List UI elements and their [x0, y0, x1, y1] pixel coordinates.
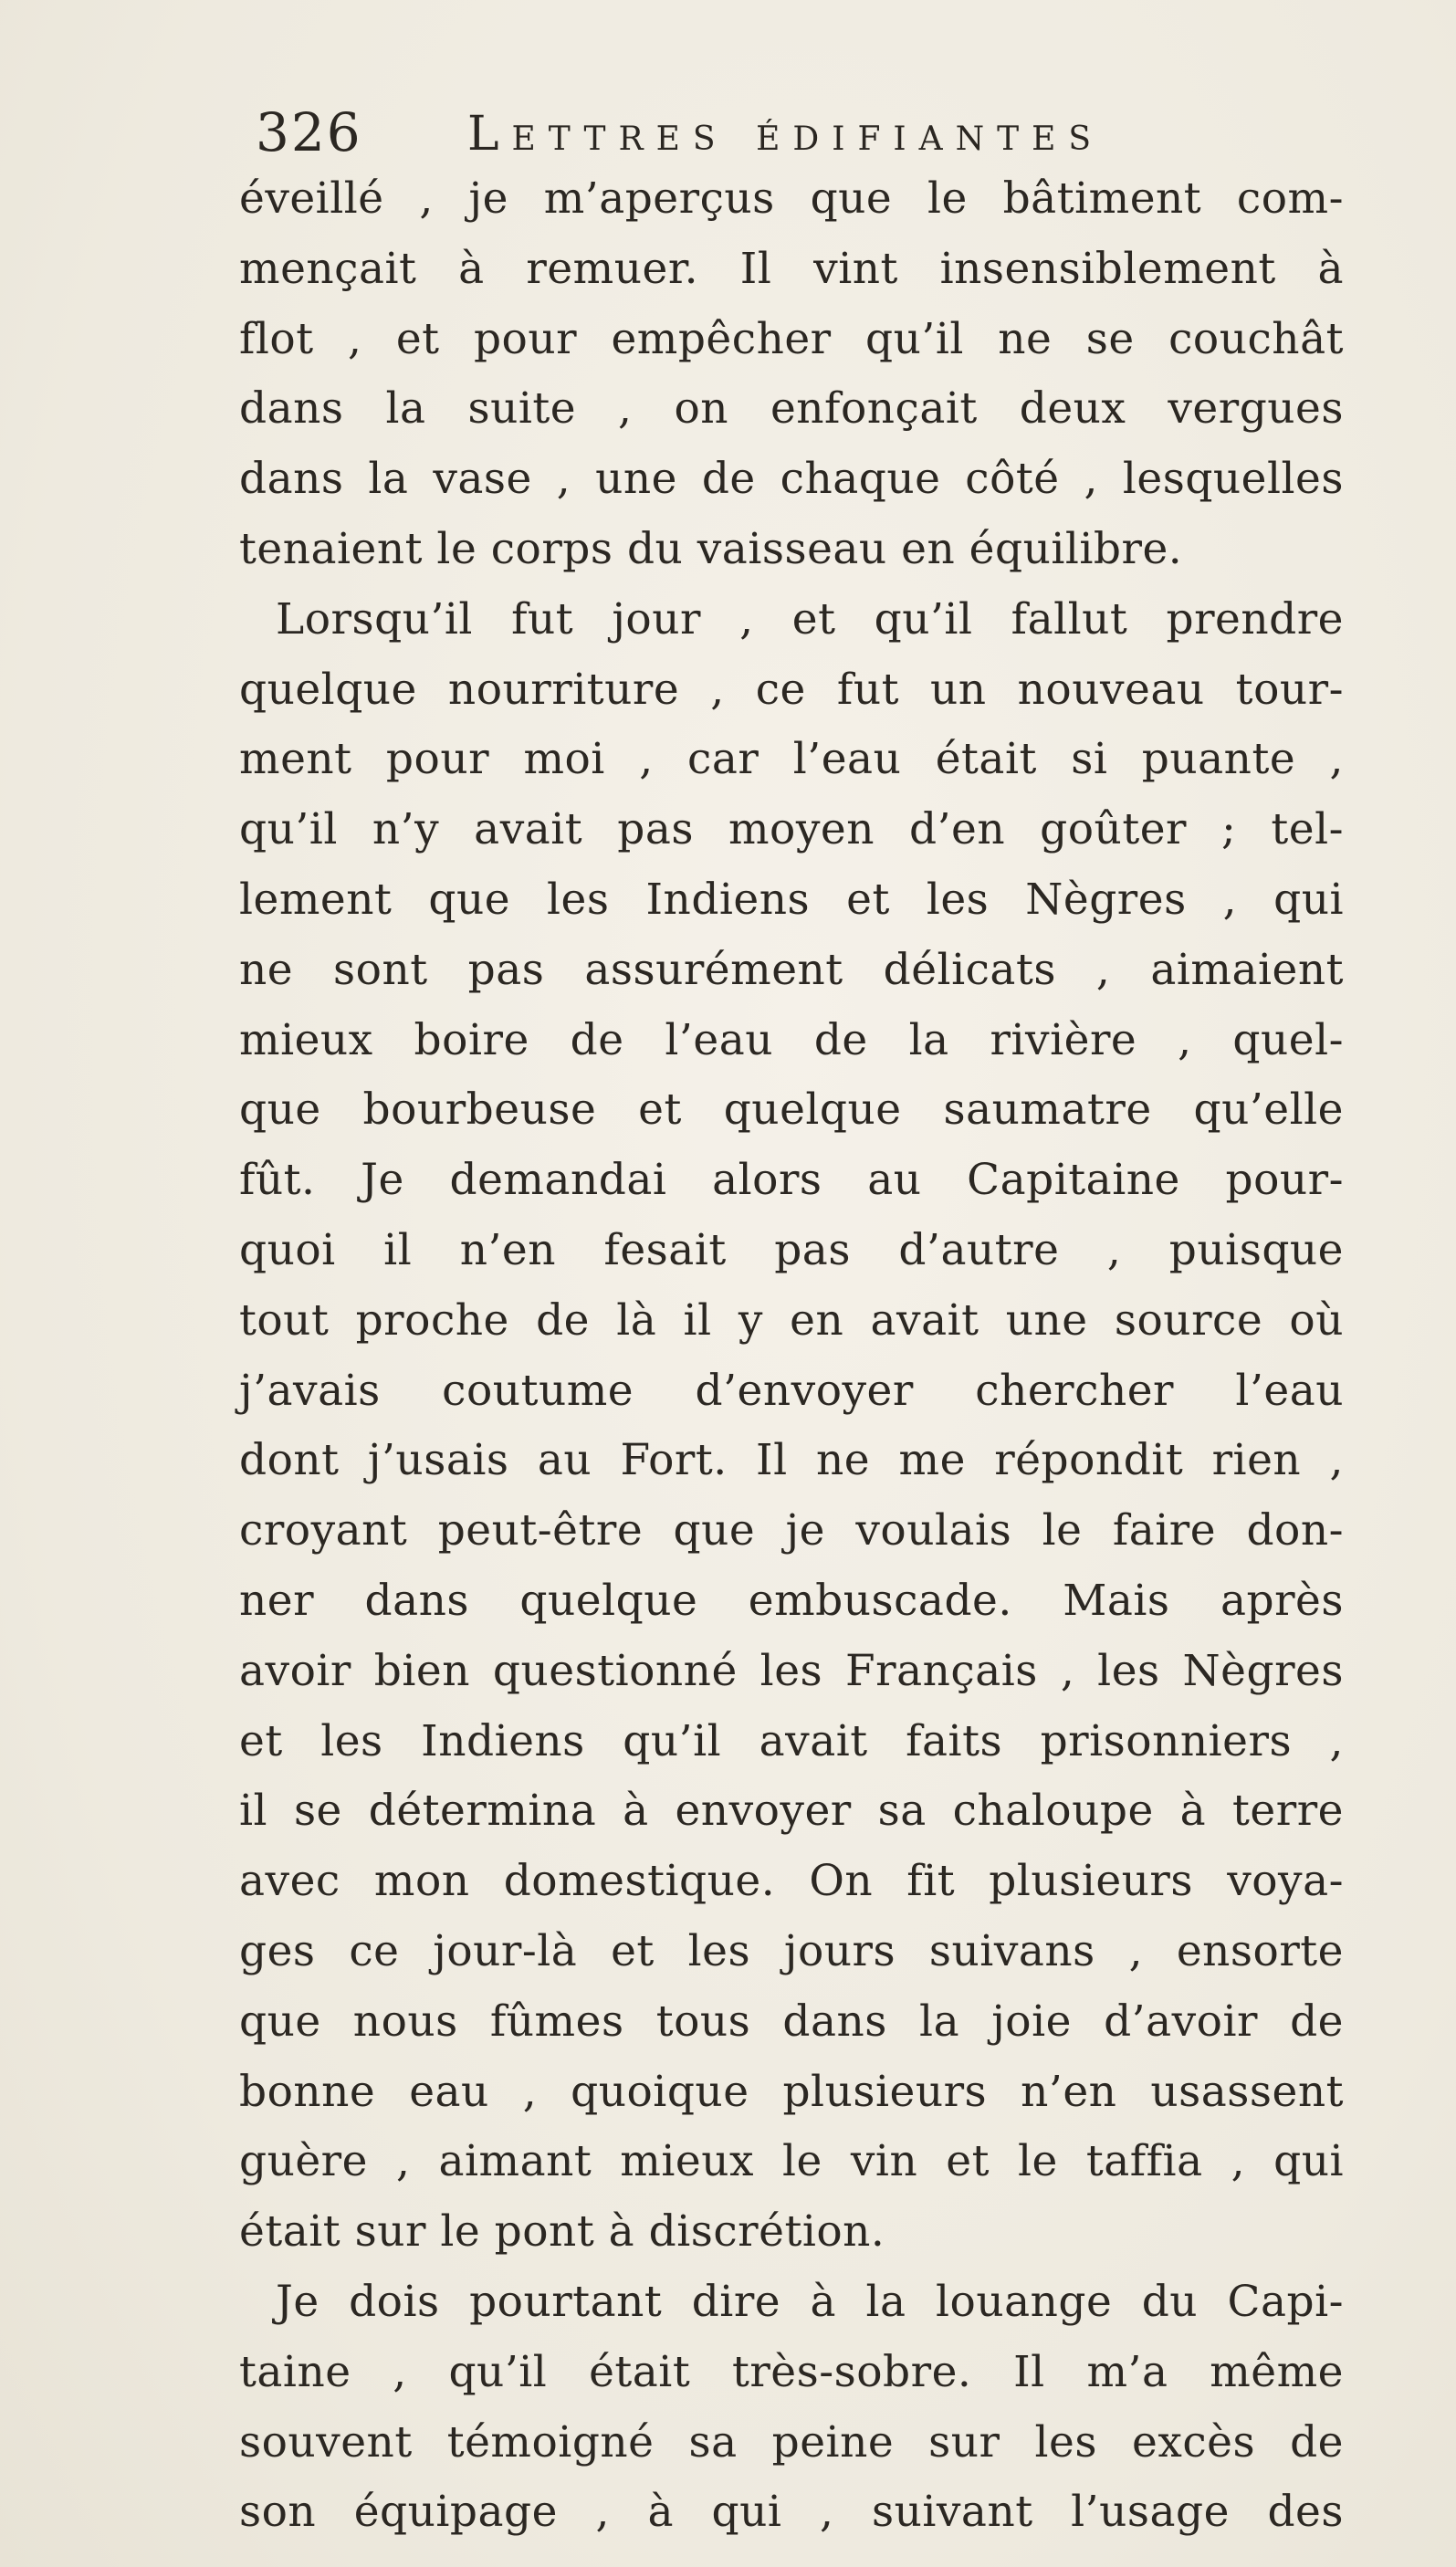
text-line: éveillé , je m’aperçus que le bâtiment com- — [239, 173, 1344, 224]
text-line: bonne eau , quoique plusieurs n’en usassent — [239, 2066, 1344, 2117]
text-line: ner dans quelque embuscade. Mais après — [239, 1575, 1344, 1626]
text-line: Je dois pourtant dire à la louange du Capi- — [276, 2276, 1344, 2327]
text-line: dans la suite , on enfonçait deux vergues — [239, 383, 1344, 435]
text-line: avoir bien questionné les Français , les Nègres — [239, 1645, 1344, 1696]
text-line: dans la vase , une de chaque côté , lesquelles — [239, 454, 1344, 505]
text-line: et les Indiens qu’il avait faits prisonniers , — [239, 1715, 1344, 1766]
text-line: avec mon domestique. On fit plusieurs voya- — [239, 1856, 1344, 1907]
text-line: que nous fûmes tous dans la joie d’avoir de — [239, 1996, 1344, 2047]
text-line: guère , aimant mieux le vin et le taffia , qui — [239, 2136, 1344, 2187]
text-line: tenaient le corps du vaisseau en équilibre. — [239, 523, 1183, 574]
text-line: ment pour moi , car l’eau était si puante , — [239, 734, 1344, 785]
text-line: dont j’usais au Fort. Il ne me répondit rien , — [239, 1435, 1344, 1486]
text-line: quoi il n’en fesait pas d’autre , puisque — [239, 1224, 1344, 1275]
text-line: taine , qu’il était très-sobre. Il m’a même — [239, 2346, 1344, 2397]
text-line: mençait à remuer. Il vint insensiblement à — [239, 243, 1344, 294]
text-line: ne sont pas assurément délicats , aimaient — [239, 944, 1344, 995]
text-line: son équipage , à qui , suivant l’usage des — [239, 2487, 1344, 2538]
text-line: était sur le pont à discrétion. — [239, 2206, 885, 2258]
body-text — [239, 164, 1344, 2548]
text-line: fût. Je demandai alors au Capitaine pour- — [239, 1155, 1344, 1206]
text-line: qu’il n’y avait pas moyen d’en goûter ; tel- — [239, 804, 1344, 855]
text-line: souvent témoigné sa peine sur les excès de — [239, 2416, 1344, 2467]
text-line: tout proche de là il y en avait une source où — [239, 1294, 1344, 1346]
text-line: j’avais coutume d’envoyer chercher l’eau — [239, 1365, 1344, 1416]
running-head — [256, 100, 1223, 164]
page-number: 326 — [256, 101, 362, 163]
text-line: Lorsqu’il fut jour , et qu’il fallut prendre — [276, 593, 1344, 644]
text-line: croyant peut-être que je voulais le faire don- — [239, 1505, 1344, 1556]
text-line: ges ce jour-là et les jours suivans , ensorte — [239, 1925, 1344, 1976]
text-line: lement que les Indiens et les Nègres , qui — [239, 874, 1344, 925]
text-line: quelque nourriture , ce fut un nouveau tour- — [239, 664, 1344, 715]
text-line: il se détermina à envoyer sa chaloupe à terre — [239, 1786, 1344, 1837]
text-line: flot , et pour empêcher qu’il ne se couchât — [239, 313, 1344, 364]
text-line: mieux boire de l’eau de la rivière , quel- — [239, 1014, 1344, 1065]
text-line: que bourbeuse et quelque saumatre qu’elle — [239, 1084, 1344, 1136]
running-title: Lettres édifiantes — [467, 107, 1105, 162]
